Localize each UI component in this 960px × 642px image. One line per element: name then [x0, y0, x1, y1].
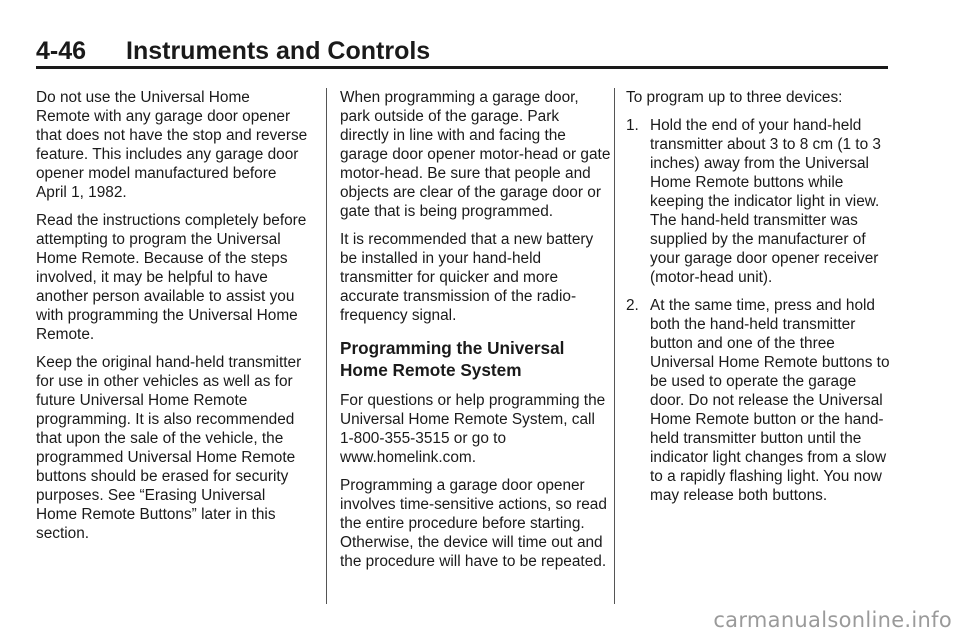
page-header	[36, 36, 888, 66]
step-text: At the same time, press and hold both the hand-held transmitter button and one of the three Universal Home Remote buttons to be used to operate the garage door. Do not release the Universal Home Remote button or the hand-held transmitter button until the indicator light changes from a slow to a rapidly flashing light. You now may release both buttons.	[650, 297, 890, 504]
column-divider	[614, 88, 615, 604]
steps-intro: To program up to three devices:	[626, 89, 843, 106]
step-text: Hold the end of your hand-held transmitter about 3 to 8 cm (1 to 3 inches) away from the Universal Home Remote buttons while keeping the indicator light in view. The hand-held transmitter was supplied by the manufacturer of your garage door opener receiver (motor-head unit).	[650, 117, 881, 286]
step-number: 1.	[626, 117, 639, 134]
paragraph: For questions or help programming the Universal Home Remote System, call 1-800-355-3515 or go to www.homelink.com.	[340, 392, 606, 466]
header-rule	[36, 66, 888, 69]
column-3	[626, 88, 892, 514]
paragraph: Read the instructions completely before attempting to program the Universal Home Remote. Because of the steps involved, it may be helpful to have another person available to assist you with programming the Universal Home Remote.	[36, 212, 307, 343]
list-item	[626, 116, 892, 287]
page-number: 4-46	[36, 37, 87, 65]
section-title: Instruments and Controls	[126, 37, 431, 65]
column-divider	[326, 88, 327, 604]
paragraph: Keep the original hand-held transmitter for use in other vehicles as well as for future Universal Home Remote programming. It is also recommended that upon the sale of the vehicle, the programmed Universal Home Remote buttons should be erased for security purposes. See “Erasing Universal Home Remote Buttons” later in this section.	[36, 354, 302, 542]
column-2	[340, 88, 612, 580]
paragraph: Programming a garage door opener involves time-sensitive actions, so read the entire procedure before starting. Otherwise, the device will time out and the procedure will have to be repeated.	[340, 477, 607, 570]
paragraph: It is recommended that a new battery be installed in your hand-held transmitter for quicker and more accurate transmission of the radio-frequency signal.	[340, 231, 594, 324]
column-1	[36, 88, 308, 552]
list-item	[626, 296, 892, 505]
watermark: carmanualsonline.info	[713, 608, 952, 632]
section-subheading: Programming the Universal Home Remote System	[340, 338, 565, 380]
step-number: 2.	[626, 297, 639, 314]
paragraph: When programming a garage door, park outside of the garage. Park directly in line with and facing the garage door opener motor-head or gate motor-head. Be sure that people and objects are clear of the garage door or gate that is being programmed.	[340, 89, 611, 220]
paragraph: Do not use the Universal Home Remote with any garage door opener that does not have the stop and reverse feature. This includes any garage door opener model manufactured before April 1, 1982.	[36, 89, 308, 201]
